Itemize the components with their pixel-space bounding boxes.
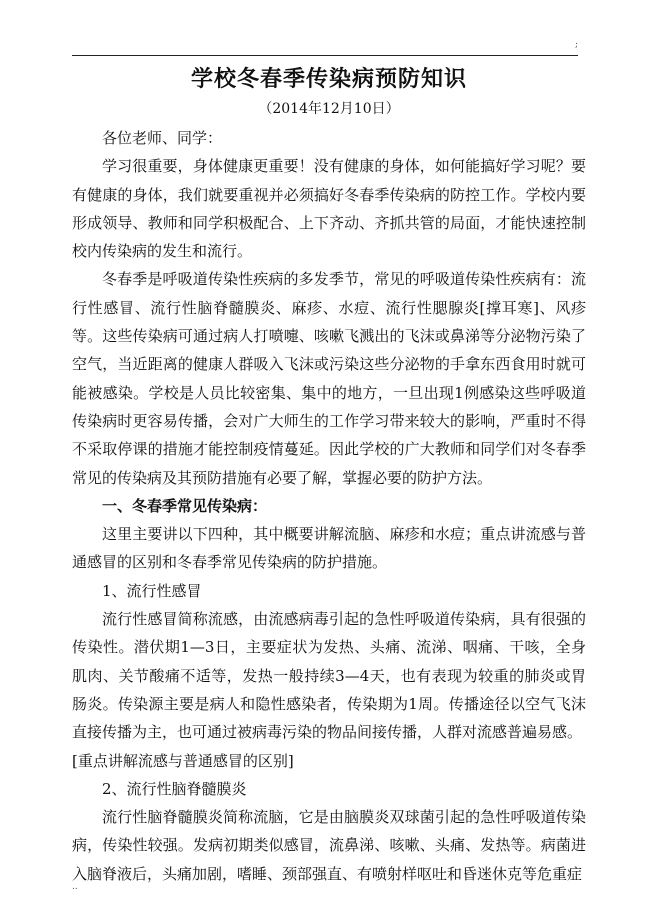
season-paragraph: 冬春季是呼吸道传染性疾病的多发季节，常见的呼吸道传染性疾病有：流行性感冒、流行性脑脊髓膜炎、麻疹、水痘、流行性腮腺炎[撑耳寒]、风疹等。这些传染病可通过病人打喷嚏、咳嗽飞溅出的飞沫或鼻涕等分泌物污染了空气，当近距离的健康人群吸入飞沫或污染这些分泌物的手拿东西食用时就可能被感染。学校是人员比较密集、集中的地方，一旦出现1例感染这些呼吸道传染病时更容易传播，会对广大师生的工作学习带来较大的影响，严重时不得不采取停课的措施才能控制疫情蔓延。因此学校的广大教师和同学们对冬春季常见的传染病及其预防措施有必要了解，掌握必要的防护方法。	[72, 270, 586, 487]
footer-marker: ..	[72, 882, 78, 892]
intro-paragraph: 学习很重要，身体健康更重要！没有健康的身体，如何能搞好学习呢？要有健康的身体，我们就要重视并必须搞好冬春季传染病的防控工作。学校内要形成领导、教师和同学积极配合、上下齐动、齐抓共管的局面，才能快速控制校内传染病的发生和流行。	[72, 157, 586, 261]
page-title: 学校冬春季传染病预防知识	[190, 66, 467, 92]
subheading-influenza: 1、流行性感冒	[102, 581, 202, 600]
greeting: 各位老师、同学：	[102, 129, 223, 147]
section-intro-paragraph: 这里主要讲以下四种，其中概要讲解流脑、麻疹和水痘；重点讲流感与普通感冒的区别和冬春季常见传染病的防护措施。	[72, 525, 586, 572]
header-marker: ;	[574, 40, 578, 50]
document-body	[72, 62, 586, 888]
header-rule	[72, 55, 578, 56]
influenza-paragraph: 流行性感冒简称流感，由流感病毒引起的急性呼吸道传染病，具有很强的传染性。潜伏期1—3日，主要症状为发热、头痛、流涕、咽痛、干咳，全身肌肉、关节酸痛不适等，发热一般持续3—4天，也有表现为较重的肺炎或胃肠炎。传染源主要是病人和隐性感染者，传染期为1周。传播途径以空气飞沫直接传播为主，也可通过被病毒污染的物品间接传播，人群对流感普遍易感。	[72, 610, 586, 742]
meningitis-paragraph: 流行性脑脊髓膜炎简称流脑，它是由脑膜炎双球菌引起的急性呼吸道传染病，传染性较强。发病初期类似感冒，流鼻涕、咳嗽、头痛、发热等。病菌进入脑脊液后，头痛加剧，嗜睡、颈部强直、有喷射样呕吐和昏迷休克等危重症	[72, 808, 586, 883]
subheading-meningitis: 2、流行性脑脊髓膜炎	[102, 779, 247, 798]
section-heading-common-diseases: 一、冬春季常见传染病：	[102, 496, 268, 515]
influenza-note: [重点讲解流感与普通感冒的区别]	[72, 751, 294, 770]
document-date: （2014年12月10日）	[258, 101, 400, 117]
